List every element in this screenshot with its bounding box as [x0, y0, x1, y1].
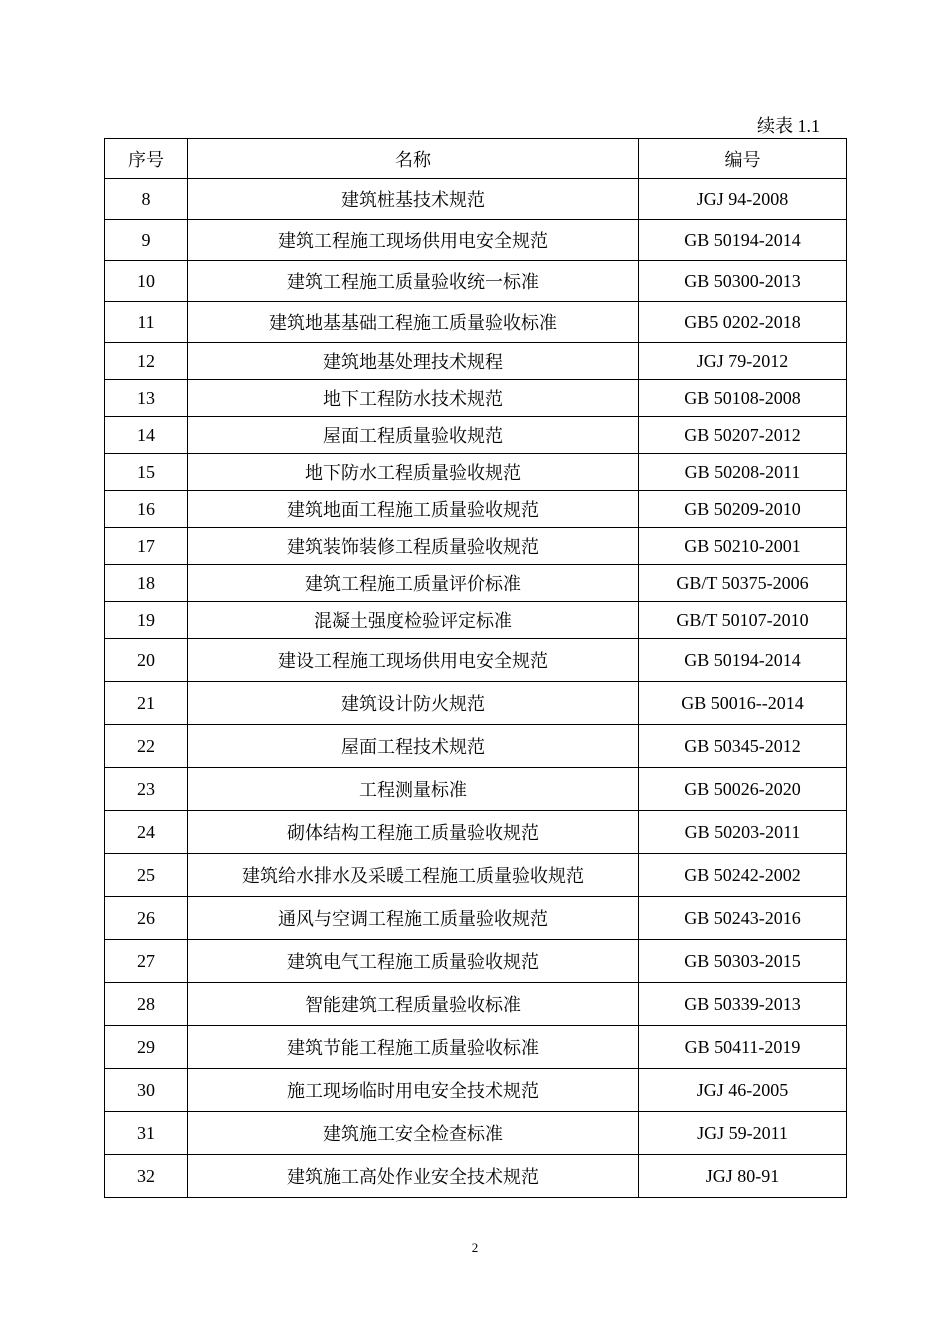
row-index: 29 [105, 1026, 188, 1069]
row-index: 20 [105, 639, 188, 682]
row-code: GB 50194-2014 [639, 220, 847, 261]
row-code: GB 50016--2014 [639, 682, 847, 725]
row-name: 建筑工程施工质量验收统一标准 [188, 261, 639, 302]
row-code: GB 50210-2001 [639, 528, 847, 565]
row-index: 27 [105, 940, 188, 983]
table-row [105, 1155, 847, 1198]
row-name: 建筑施工高处作业安全技术规范 [188, 1155, 639, 1198]
row-name: 屋面工程技术规范 [188, 725, 639, 768]
table-caption: 续表 1.1 [757, 116, 820, 136]
row-name: 建筑地基处理技术规程 [188, 343, 639, 380]
row-name: 建筑电气工程施工质量验收规范 [188, 940, 639, 983]
table-row [105, 565, 847, 602]
row-index: 9 [105, 220, 188, 261]
row-name: 建筑给水排水及采暖工程施工质量验收规范 [188, 854, 639, 897]
row-code: GB/T 50375-2006 [639, 565, 847, 602]
row-name: 混凝土强度检验评定标准 [188, 602, 639, 639]
row-code: GB 50300-2013 [639, 261, 847, 302]
row-code: GB 50209-2010 [639, 491, 847, 528]
row-index: 18 [105, 565, 188, 602]
header-index: 序号 [105, 139, 188, 179]
table-row [105, 854, 847, 897]
table-row [105, 639, 847, 682]
row-index: 19 [105, 602, 188, 639]
row-index: 13 [105, 380, 188, 417]
row-index: 25 [105, 854, 188, 897]
standards-table [104, 138, 847, 1198]
row-index: 8 [105, 179, 188, 220]
table-row [105, 1112, 847, 1155]
table-row [105, 1069, 847, 1112]
row-name: 建筑地基基础工程施工质量验收标准 [188, 302, 639, 343]
table-row [105, 528, 847, 565]
table-row [105, 179, 847, 220]
row-index: 30 [105, 1069, 188, 1112]
row-index: 22 [105, 725, 188, 768]
table-row [105, 380, 847, 417]
row-index: 26 [105, 897, 188, 940]
row-name: 砌体结构工程施工质量验收规范 [188, 811, 639, 854]
row-name: 施工现场临时用电安全技术规范 [188, 1069, 639, 1112]
row-name: 建筑工程施工现场供用电安全规范 [188, 220, 639, 261]
table-row [105, 682, 847, 725]
row-name: 通风与空调工程施工质量验收规范 [188, 897, 639, 940]
row-name: 建筑装饰装修工程质量验收规范 [188, 528, 639, 565]
row-code: GB5 0202-2018 [639, 302, 847, 343]
page-number: 2 [471, 1240, 479, 1255]
row-index: 23 [105, 768, 188, 811]
row-name: 建筑设计防火规范 [188, 682, 639, 725]
row-code: GB 50194-2014 [639, 639, 847, 682]
row-code: GB 50208-2011 [639, 454, 847, 491]
row-index: 32 [105, 1155, 188, 1198]
row-name: 建筑施工安全检查标准 [188, 1112, 639, 1155]
row-name: 建设工程施工现场供用电安全规范 [188, 639, 639, 682]
row-code: JGJ 59-2011 [639, 1112, 847, 1155]
row-name: 建筑桩基技术规范 [188, 179, 639, 220]
row-code: GB 50108-2008 [639, 380, 847, 417]
row-index: 15 [105, 454, 188, 491]
row-code: JGJ 79-2012 [639, 343, 847, 380]
row-code: GB 50339-2013 [639, 983, 847, 1026]
row-index: 11 [105, 302, 188, 343]
row-code: GB 50203-2011 [639, 811, 847, 854]
table-row [105, 602, 847, 639]
row-index: 24 [105, 811, 188, 854]
row-code: GB 50303-2015 [639, 940, 847, 983]
table-row [105, 302, 847, 343]
row-index: 12 [105, 343, 188, 380]
table-row [105, 454, 847, 491]
header-name: 名称 [188, 139, 639, 179]
row-code: GB/T 50107-2010 [639, 602, 847, 639]
row-name: 智能建筑工程质量验收标准 [188, 983, 639, 1026]
row-name: 地下防水工程质量验收规范 [188, 454, 639, 491]
row-name: 屋面工程质量验收规范 [188, 417, 639, 454]
table-row [105, 811, 847, 854]
row-index: 10 [105, 261, 188, 302]
table-row [105, 768, 847, 811]
row-index: 17 [105, 528, 188, 565]
table-row [105, 725, 847, 768]
table-row [105, 1026, 847, 1069]
table-row [105, 343, 847, 380]
row-name: 地下工程防水技术规范 [188, 380, 639, 417]
row-code: GB 50345-2012 [639, 725, 847, 768]
table-row [105, 940, 847, 983]
table-row [105, 491, 847, 528]
row-code: GB 50242-2002 [639, 854, 847, 897]
row-index: 28 [105, 983, 188, 1026]
table-row [105, 417, 847, 454]
row-name: 建筑地面工程施工质量验收规范 [188, 491, 639, 528]
row-index: 21 [105, 682, 188, 725]
row-code: GB 50243-2016 [639, 897, 847, 940]
row-name: 建筑工程施工质量评价标准 [188, 565, 639, 602]
table-header-row [105, 139, 847, 179]
table-row [105, 983, 847, 1026]
row-name: 建筑节能工程施工质量验收标准 [188, 1026, 639, 1069]
row-code: GB 50026-2020 [639, 768, 847, 811]
table-row [105, 261, 847, 302]
table-row [105, 220, 847, 261]
row-code: JGJ 46-2005 [639, 1069, 847, 1112]
table-row [105, 897, 847, 940]
row-index: 14 [105, 417, 188, 454]
row-name: 工程测量标准 [188, 768, 639, 811]
row-code: GB 50207-2012 [639, 417, 847, 454]
row-code: JGJ 94-2008 [639, 179, 847, 220]
header-code: 编号 [639, 139, 847, 179]
row-index: 16 [105, 491, 188, 528]
row-code: JGJ 80-91 [639, 1155, 847, 1198]
row-code: GB 50411-2019 [639, 1026, 847, 1069]
row-index: 31 [105, 1112, 188, 1155]
